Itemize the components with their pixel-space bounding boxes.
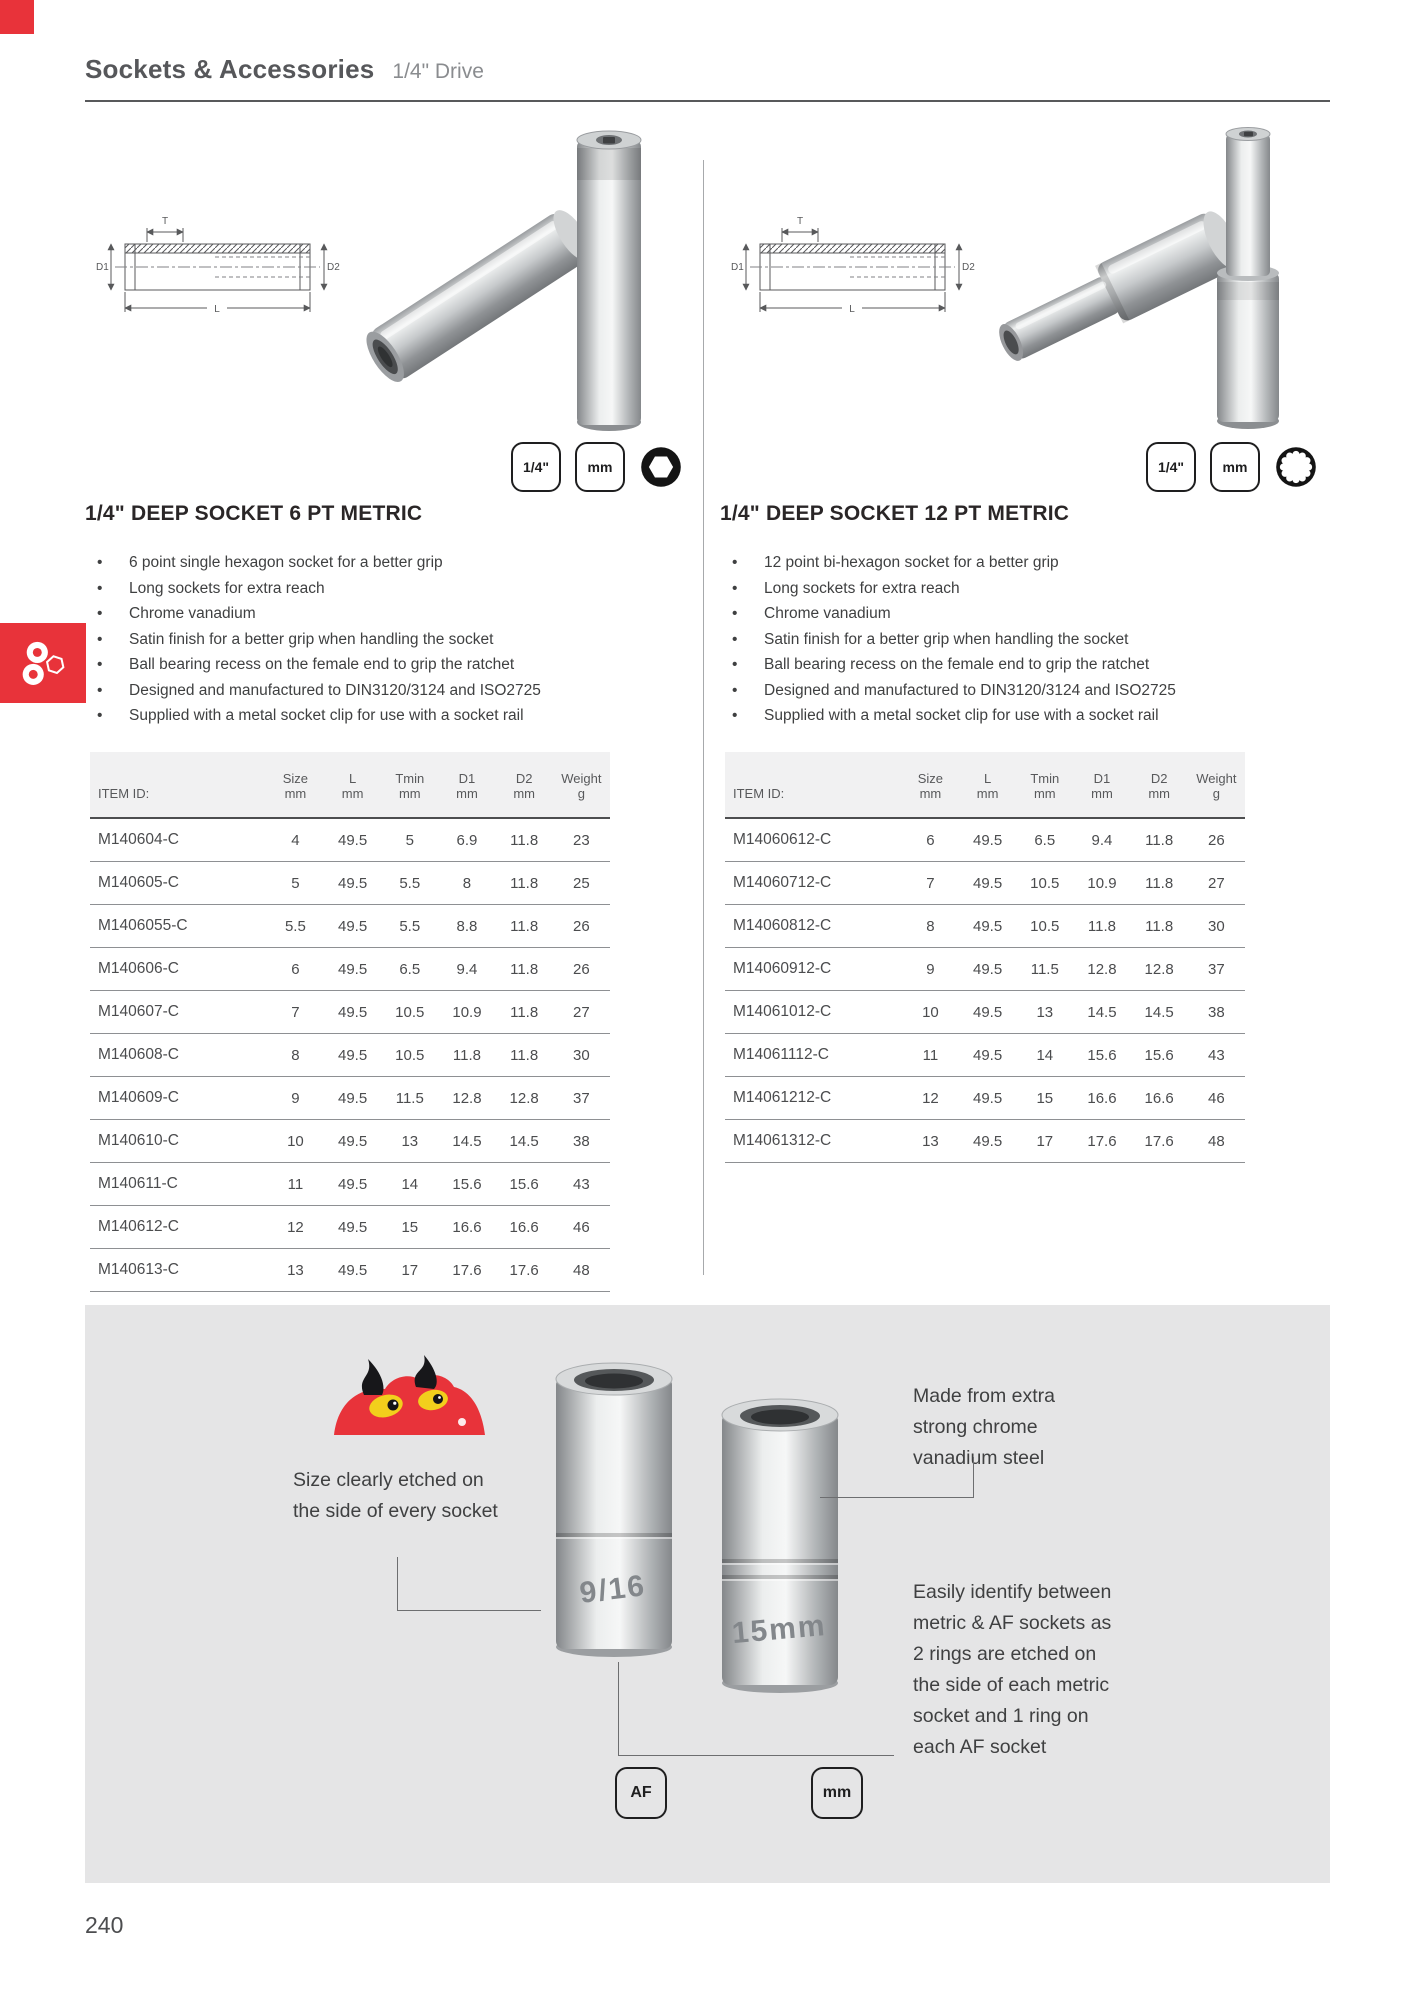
spec-cell: 15 <box>1016 1077 1073 1120</box>
product-photo-12pt <box>960 122 1310 437</box>
product-media <box>85 130 685 440</box>
col-unit: g <box>553 786 610 818</box>
feature-highlight-panel <box>85 1305 1330 1883</box>
spec-cell: 11.8 <box>496 818 553 862</box>
spec-cell: 49.5 <box>959 905 1016 948</box>
spec-cell: 11 <box>267 1163 324 1206</box>
item-id-cell: M1406055-C <box>90 905 267 948</box>
spec-cell: 17.6 <box>496 1249 553 1292</box>
spec-cell: 16.6 <box>1131 1077 1188 1120</box>
spec-cell: 5.5 <box>267 905 324 948</box>
item-id-cell: M140610-C <box>90 1120 267 1163</box>
dim-label-d2: D2 <box>327 262 340 273</box>
product-media <box>720 130 1320 440</box>
feature-item: • Supplied with a metal socket clip for use with a socket rail <box>720 703 1295 729</box>
spec-cell: 14.5 <box>438 1120 495 1163</box>
dimension-drawing <box>730 212 975 330</box>
product-photo-6pt <box>325 122 675 437</box>
col-label: L <box>324 752 381 786</box>
spec-cell: 11.8 <box>496 948 553 991</box>
spec-cell: 8 <box>267 1034 324 1077</box>
spec-cell: 7 <box>267 991 324 1034</box>
spec-cell: 5 <box>267 862 324 905</box>
feature-item: • Designed and manufactured to DIN3120/3124 and ISO2725 <box>720 678 1295 704</box>
col-header-empty <box>725 752 902 786</box>
spec-cell: 49.5 <box>959 991 1016 1034</box>
spec-cell: 49.5 <box>959 1034 1016 1077</box>
spec-cell: 11.8 <box>496 991 553 1034</box>
spec-cell: 43 <box>553 1163 610 1206</box>
mm-badge: mm <box>811 1767 863 1819</box>
spec-cell: 49.5 <box>324 862 381 905</box>
item-id-header: ITEM ID: <box>90 786 267 818</box>
item-id-cell: M140613-C <box>90 1249 267 1292</box>
spec-cell: 11.5 <box>1016 948 1073 991</box>
spec-cell: 13 <box>267 1249 324 1292</box>
spec-cell: 10.5 <box>1016 862 1073 905</box>
spec-cell: 26 <box>553 905 610 948</box>
col-unit: mm <box>324 786 381 818</box>
feature-item: • Designed and manufactured to DIN3120/3124 and ISO2725 <box>85 678 660 704</box>
table-row <box>725 1120 1245 1163</box>
feature-item: • Satin finish for a better grip when handling the socket <box>720 627 1295 653</box>
spec-cell: 49.5 <box>324 905 381 948</box>
spec-cell: 16.6 <box>496 1206 553 1249</box>
spec-cell: 30 <box>1188 905 1245 948</box>
spec-cell: 6.5 <box>1016 818 1073 862</box>
dim-label-l: L <box>849 304 855 315</box>
item-id-cell: M14061312-C <box>725 1120 902 1163</box>
col-unit: mm <box>959 786 1016 818</box>
spec-cell: 10.9 <box>1073 862 1130 905</box>
table-row <box>725 1077 1245 1120</box>
col-label: Size <box>267 752 324 786</box>
spec-cell: 49.5 <box>959 1077 1016 1120</box>
socket-marking-metric: 15mm <box>730 1608 828 1651</box>
feature-item: • Satin finish for a better grip when handling the socket <box>85 627 660 653</box>
feature-item: • 6 point single hexagon socket for a better grip <box>85 550 660 576</box>
col-label: D1 <box>438 752 495 786</box>
col-label: Tmin <box>381 752 438 786</box>
item-id-cell: M140607-C <box>90 991 267 1034</box>
dim-label-d2: D2 <box>962 262 975 273</box>
feature-item: • Long sockets for extra reach <box>720 576 1295 602</box>
item-id-cell: M14060912-C <box>725 948 902 991</box>
spec-cell: 17.6 <box>1131 1120 1188 1163</box>
table-header-labels <box>90 752 610 786</box>
spec-cell: 5.5 <box>381 862 438 905</box>
spec-cell: 48 <box>553 1249 610 1292</box>
spec-cell: 12.8 <box>1073 948 1130 991</box>
spec-cell: 11.8 <box>496 862 553 905</box>
col-unit: mm <box>438 786 495 818</box>
spec-cell: 6.9 <box>438 818 495 862</box>
spec-cell: 23 <box>553 818 610 862</box>
spec-cell: 17.6 <box>1073 1120 1130 1163</box>
spec-cell: 49.5 <box>324 991 381 1034</box>
table-row <box>90 1163 610 1206</box>
col-unit: mm <box>381 786 438 818</box>
spec-cell: 49.5 <box>959 818 1016 862</box>
table-row <box>725 948 1245 991</box>
col-label: Weight <box>1188 752 1245 786</box>
spec-cell: 49.5 <box>324 1206 381 1249</box>
col-unit: mm <box>1073 786 1130 818</box>
spec-cell: 46 <box>1188 1077 1245 1120</box>
item-id-cell: M14061112-C <box>725 1034 902 1077</box>
spec-cell: 12 <box>902 1077 959 1120</box>
col-unit: mm <box>267 786 324 818</box>
hex-6pt-icon <box>639 445 683 489</box>
col-unit: mm <box>1131 786 1188 818</box>
col-label: Weight <box>553 752 610 786</box>
corner-accent <box>0 0 34 34</box>
spec-cell: 49.5 <box>959 1120 1016 1163</box>
table-header-labels <box>725 752 1245 786</box>
spec-cell: 11 <box>902 1034 959 1077</box>
spec-cell: 8.8 <box>438 905 495 948</box>
table-row <box>90 1206 610 1249</box>
spec-cell: 30 <box>553 1034 610 1077</box>
spec-cell: 26 <box>1188 818 1245 862</box>
dim-label-d1: D1 <box>731 262 744 273</box>
col-label: L <box>959 752 1016 786</box>
spec-cell: 9 <box>267 1077 324 1120</box>
col-unit: mm <box>1016 786 1073 818</box>
feature-item: • Long sockets for extra reach <box>85 576 660 602</box>
spec-cell: 49.5 <box>324 948 381 991</box>
spec-cell: 12 <box>267 1206 324 1249</box>
spec-cell: 49.5 <box>324 1120 381 1163</box>
spec-cell: 27 <box>1188 862 1245 905</box>
spec-cell: 14 <box>381 1163 438 1206</box>
table-row <box>90 862 610 905</box>
table-header-units <box>90 786 610 818</box>
spec-cell: 10 <box>267 1120 324 1163</box>
col-label: D2 <box>496 752 553 786</box>
spec-cell: 26 <box>553 948 610 991</box>
col-unit: g <box>1188 786 1245 818</box>
spec-cell: 13 <box>381 1120 438 1163</box>
item-id-cell: M14060812-C <box>725 905 902 948</box>
spec-cell: 11.8 <box>496 1034 553 1077</box>
page-header <box>85 54 484 85</box>
col-unit: mm <box>496 786 553 818</box>
spec-cell: 8 <box>438 862 495 905</box>
item-id-header: ITEM ID: <box>725 786 902 818</box>
unit-badge: mm <box>575 442 625 492</box>
spec-cell: 10.5 <box>381 991 438 1034</box>
spec-cell: 15.6 <box>438 1163 495 1206</box>
spec-cell: 10.5 <box>1016 905 1073 948</box>
spec-table-12pt <box>725 752 1245 1163</box>
spec-cell: 25 <box>553 862 610 905</box>
table-row <box>90 1249 610 1292</box>
table-row <box>90 905 610 948</box>
table-row <box>90 1034 610 1077</box>
spec-cell: 4 <box>267 818 324 862</box>
spec-cell: 46 <box>553 1206 610 1249</box>
dim-label-t: T <box>796 216 804 227</box>
spec-cell: 15.6 <box>1073 1034 1130 1077</box>
spec-cell: 11.8 <box>1131 905 1188 948</box>
table-row <box>90 991 610 1034</box>
spec-cell: 11.8 <box>1131 818 1188 862</box>
item-id-cell: M140609-C <box>90 1077 267 1120</box>
col-label: Size <box>902 752 959 786</box>
product-title-6pt: 1/4" DEEP SOCKET 6 PT METRIC <box>85 502 423 525</box>
spec-cell: 5 <box>381 818 438 862</box>
callout-line <box>397 1557 541 1611</box>
unit-badge: mm <box>1210 442 1260 492</box>
product-section-6pt <box>85 130 685 1290</box>
spec-cell: 37 <box>1188 948 1245 991</box>
col-unit: mm <box>902 786 959 818</box>
callout-size-etched: Size clearly etched on the side of every socket <box>293 1468 498 1522</box>
ring-12pt-icon <box>1274 445 1318 489</box>
spec-cell: 12.8 <box>496 1077 553 1120</box>
spec-cell: 16.6 <box>438 1206 495 1249</box>
sockets-icon <box>8 630 78 696</box>
spec-cell: 14.5 <box>1073 991 1130 1034</box>
spec-cell: 49.5 <box>959 948 1016 991</box>
spec-cell: 9 <box>902 948 959 991</box>
table-row <box>725 991 1245 1034</box>
spec-cell: 13 <box>1016 991 1073 1034</box>
col-header-empty <box>90 752 267 786</box>
col-label: D1 <box>1073 752 1130 786</box>
spec-cell: 14.5 <box>1131 991 1188 1034</box>
page-subtitle: 1/4" Drive <box>392 60 484 83</box>
section-tab-sockets[interactable] <box>0 623 86 703</box>
devil-mascot-icon <box>330 1343 490 1438</box>
feature-item: • Supplied with a metal socket clip for use with a socket rail <box>85 703 660 729</box>
spec-cell: 11.8 <box>1073 905 1130 948</box>
spec-cell: 7 <box>902 862 959 905</box>
spec-cell: 15.6 <box>496 1163 553 1206</box>
table-row <box>725 862 1245 905</box>
spec-cell: 6.5 <box>381 948 438 991</box>
callout-identify: Easily identify between metric & AF sockets as 2 rings are etched on the side of each metric socket and 1 ring on each AF socket <box>913 1580 1112 1758</box>
spec-cell: 11.8 <box>1131 862 1188 905</box>
spec-cell: 11.5 <box>381 1077 438 1120</box>
header-rule <box>85 100 1330 102</box>
spec-cell: 10 <box>902 991 959 1034</box>
item-id-cell: M140606-C <box>90 948 267 991</box>
item-id-cell: M14061212-C <box>725 1077 902 1120</box>
spec-cell: 17.6 <box>438 1249 495 1292</box>
item-id-cell: M140612-C <box>90 1206 267 1249</box>
spec-cell: 11.8 <box>496 905 553 948</box>
table-header-units <box>725 786 1245 818</box>
feature-list-6pt <box>85 550 660 729</box>
page-number: 240 <box>85 1912 124 1938</box>
page-title: Sockets & Accessories <box>85 54 375 84</box>
col-label: Tmin <box>1016 752 1073 786</box>
drive-size-badge: 1/4" <box>1146 442 1196 492</box>
item-id-cell: M140604-C <box>90 818 267 862</box>
drive-size-badge: 1/4" <box>511 442 561 492</box>
table-row <box>725 1034 1245 1077</box>
item-id-cell: M14060612-C <box>725 818 902 862</box>
product-section-12pt <box>720 130 1320 1290</box>
callout-line <box>618 1662 894 1756</box>
badge-row <box>1146 442 1318 492</box>
spec-cell: 13 <box>902 1120 959 1163</box>
spec-cell: 12.8 <box>1131 948 1188 991</box>
spec-cell: 9.4 <box>438 948 495 991</box>
socket-marking-af: 9/16 <box>577 1569 648 1610</box>
spec-cell: 10.9 <box>438 991 495 1034</box>
spec-cell: 12.8 <box>438 1077 495 1120</box>
spec-cell: 49.5 <box>324 1077 381 1120</box>
spec-cell: 27 <box>553 991 610 1034</box>
spec-cell: 5.5 <box>381 905 438 948</box>
spec-cell: 49.5 <box>324 818 381 862</box>
table-row <box>90 948 610 991</box>
badge-row <box>511 442 683 492</box>
callout-material: Made from extra strong chrome vanadium steel <box>913 1384 1055 1469</box>
item-id-cell: M14060712-C <box>725 862 902 905</box>
spec-cell: 49.5 <box>959 862 1016 905</box>
spec-cell: 6 <box>902 818 959 862</box>
spec-cell: 6 <box>267 948 324 991</box>
spec-cell: 15.6 <box>1131 1034 1188 1077</box>
table-row <box>90 1120 610 1163</box>
spec-cell: 14 <box>1016 1034 1073 1077</box>
product-title-12pt: 1/4" DEEP SOCKET 12 PT METRIC <box>720 502 1070 525</box>
spec-cell: 43 <box>1188 1034 1245 1077</box>
socket-photo-metric <box>703 1383 858 1698</box>
spec-cell: 16.6 <box>1073 1077 1130 1120</box>
table-row <box>90 1077 610 1120</box>
feature-item: • Chrome vanadium <box>85 601 660 627</box>
spec-cell: 38 <box>1188 991 1245 1034</box>
socket-photo-af <box>537 1347 692 1662</box>
item-id-cell: M14061012-C <box>725 991 902 1034</box>
column-divider <box>703 160 704 1275</box>
feature-item: • Ball bearing recess on the female end to grip the ratchet <box>720 652 1295 678</box>
dim-label-d1: D1 <box>96 262 109 273</box>
item-id-cell: M140611-C <box>90 1163 267 1206</box>
spec-cell: 37 <box>553 1077 610 1120</box>
dim-label-t: T <box>161 216 169 227</box>
table-row <box>90 818 610 862</box>
spec-cell: 49.5 <box>324 1163 381 1206</box>
feature-list-12pt <box>720 550 1295 729</box>
spec-cell: 49.5 <box>324 1249 381 1292</box>
spec-cell: 48 <box>1188 1120 1245 1163</box>
spec-cell: 49.5 <box>324 1034 381 1077</box>
spec-cell: 10.5 <box>381 1034 438 1077</box>
feature-item: • 12 point bi-hexagon socket for a better grip <box>720 550 1295 576</box>
af-badge: AF <box>615 1767 667 1819</box>
spec-table-6pt <box>90 752 610 1292</box>
spec-cell: 17 <box>1016 1120 1073 1163</box>
table-row <box>725 818 1245 862</box>
feature-item: • Ball bearing recess on the female end to grip the ratchet <box>85 652 660 678</box>
table-row <box>725 905 1245 948</box>
col-label: D2 <box>1131 752 1188 786</box>
item-id-cell: M140605-C <box>90 862 267 905</box>
dim-label-l: L <box>214 304 220 315</box>
spec-cell: 8 <box>902 905 959 948</box>
callout-line <box>820 1457 974 1498</box>
item-id-cell: M140608-C <box>90 1034 267 1077</box>
spec-cell: 14.5 <box>496 1120 553 1163</box>
feature-item: • Chrome vanadium <box>720 601 1295 627</box>
spec-cell: 15 <box>381 1206 438 1249</box>
spec-cell: 11.8 <box>438 1034 495 1077</box>
spec-cell: 9.4 <box>1073 818 1130 862</box>
spec-cell: 17 <box>381 1249 438 1292</box>
dimension-drawing <box>95 212 340 330</box>
spec-cell: 38 <box>553 1120 610 1163</box>
